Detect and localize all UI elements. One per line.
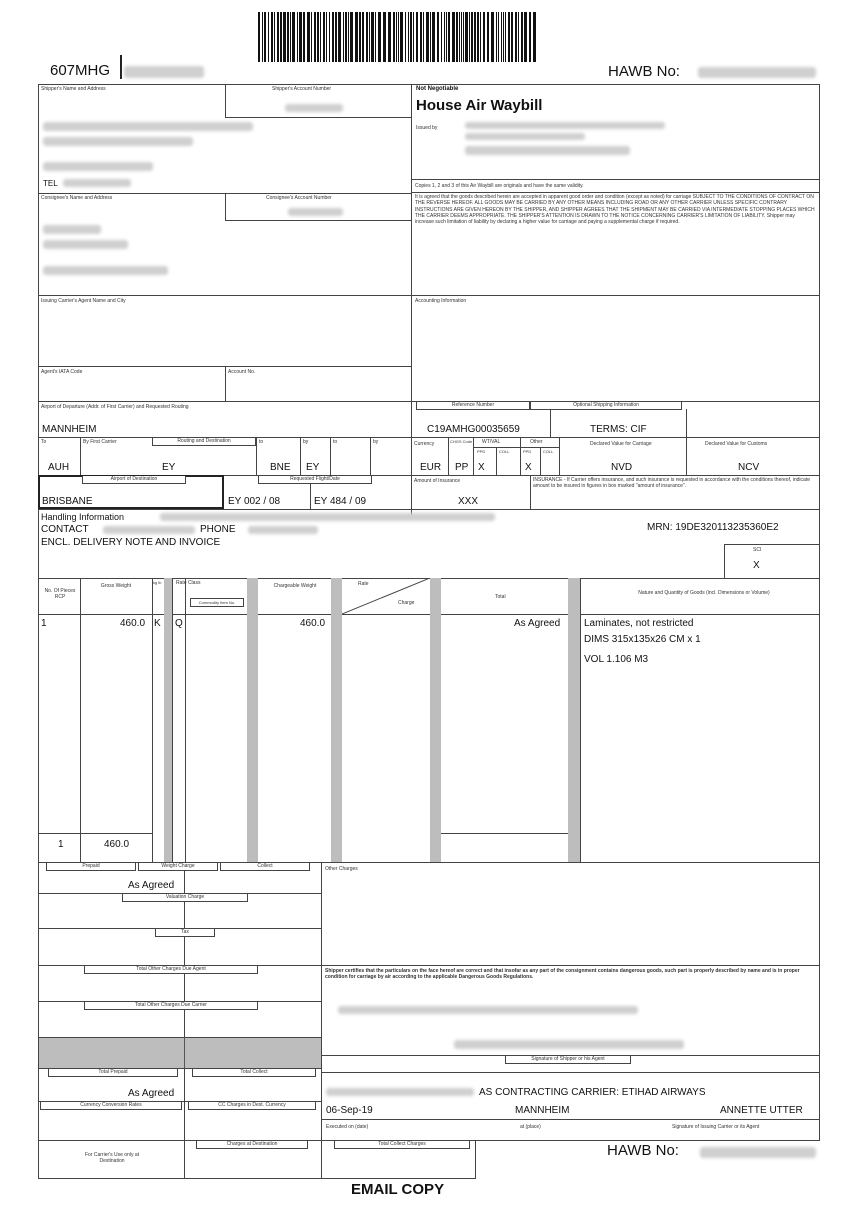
collect-label: Collect xyxy=(220,863,310,871)
hawb-label-bottom: HAWB No: xyxy=(607,1142,679,1159)
shipper-city-redacted xyxy=(43,162,153,171)
tax-label: Tax xyxy=(155,929,215,937)
nature-label: Nature and Quantity of Goods (incl. Dimensions or Volume) xyxy=(638,590,770,596)
shipper-sign-redacted xyxy=(338,1006,638,1014)
barcode-bar xyxy=(283,12,286,62)
barcode-bar xyxy=(383,12,386,62)
chgs-label: CHGS Code xyxy=(450,439,473,444)
barcode-bar xyxy=(496,12,497,62)
mrn-value: MRN: 19DE320113235360E2 xyxy=(647,522,779,533)
waybill-title: House Air Waybill xyxy=(416,97,543,114)
barcode-bar xyxy=(311,12,312,62)
barcode-bar xyxy=(469,12,470,62)
barcode xyxy=(258,12,536,62)
flight-label: Requested Flight/Date xyxy=(258,476,372,484)
other-ppd-label: PPD xyxy=(523,449,532,454)
charge-label: Charge xyxy=(398,600,415,606)
barcode-bar xyxy=(290,12,291,62)
due-agent-label: Total Other Charges Due Agent xyxy=(84,966,258,974)
barcode-bar xyxy=(369,12,370,62)
chargeable-value: 460.0 xyxy=(300,618,326,629)
destination-label: Airport of Destination xyxy=(82,476,186,484)
agent-iata-label: Agent's IATA Code xyxy=(41,369,83,375)
signature-shipper-label: Signature of Shipper or his Agent xyxy=(505,1056,631,1064)
departure-label: Airport of Departure (Addr. of First Carrier) and Requested Routing xyxy=(41,404,189,410)
declared-customs-value: NCV xyxy=(738,462,760,473)
barcode-bar xyxy=(463,12,464,62)
barcode-bar xyxy=(456,12,458,62)
barcode-bar xyxy=(317,12,319,62)
consignee-city-redacted xyxy=(43,266,168,275)
contact-label: CONTACT xyxy=(41,524,89,535)
pieces-label: No. Of Pieces RCP xyxy=(44,588,76,600)
barcode-bar xyxy=(299,12,302,62)
barcode-bar xyxy=(410,12,412,62)
shipper-phone-redacted xyxy=(63,179,131,187)
barcode-bar xyxy=(533,12,536,62)
other-charges-label: Other Charges xyxy=(325,866,358,872)
barcode-bar xyxy=(326,12,327,62)
declared-carriage-label: Declared Value for Carriage xyxy=(590,441,652,447)
executed-on-label: Executed on (date) xyxy=(326,1124,369,1130)
barcode-bar xyxy=(393,12,395,62)
reference-value: C19AMHG00035659 xyxy=(427,424,520,435)
barcode-bar xyxy=(335,12,337,62)
barcode-bar xyxy=(277,12,279,62)
barcode-bar xyxy=(375,12,376,62)
by3-label: by xyxy=(373,439,379,445)
shipper-phone-prefix: TEL xyxy=(43,179,58,188)
commodity-label: Commodity Item No. xyxy=(190,598,244,607)
barcode-bar xyxy=(345,12,347,62)
nature-line1: Laminates, not restricted xyxy=(584,618,694,629)
issuer-line3-redacted xyxy=(465,146,630,155)
contact-redacted xyxy=(103,526,195,534)
carrier2-value: EY xyxy=(306,462,320,473)
conversion-label: Currency Conversion Rates xyxy=(40,1102,182,1110)
total-collect-charges-label: Total Collect Charges xyxy=(334,1141,470,1149)
carrier1-value: EY xyxy=(162,462,176,473)
to-label: To xyxy=(41,439,47,445)
barcode-bar xyxy=(503,12,504,62)
barcode-bar xyxy=(262,12,263,62)
barcode-bar xyxy=(529,12,531,62)
handling-label: Handling Information xyxy=(41,512,125,522)
optional-shipping-label: Optional Shipping Information xyxy=(530,402,682,410)
barcode-bar xyxy=(348,12,349,62)
first-carrier-label: By First Carrier xyxy=(83,439,117,445)
barcode-bar xyxy=(515,12,517,62)
barcode-bar xyxy=(444,12,445,62)
nature-line2: DIMS 315x135x26 CM x 1 xyxy=(584,634,701,645)
shipper-label: Shipper's Name and Address xyxy=(41,86,106,92)
weight-charge-value: As Agreed xyxy=(128,880,175,891)
copies-note: Copies 1, 2 and 3 of this Air Waybill are originals and have the same validity. xyxy=(415,183,584,189)
declared-carriage-value: NVD xyxy=(611,462,633,473)
routing-destination-label: Routing and Destination xyxy=(152,438,256,446)
barcode-bar xyxy=(400,12,403,62)
consignee-label: Consignee's Name and Address xyxy=(41,195,113,201)
flight2-value: EY 484 / 09 xyxy=(314,496,367,507)
sci-value: X xyxy=(753,560,760,571)
gross-label: Gross Weight xyxy=(100,583,132,589)
due-carrier-label: Total Other Charges Due Carrier xyxy=(84,1002,258,1010)
destination-value: BRISBANE xyxy=(42,496,93,507)
currency-label: Currency xyxy=(414,441,435,447)
barcode-bar xyxy=(343,12,344,62)
barcode-bar xyxy=(320,12,321,62)
awb-serial-redacted xyxy=(124,66,204,78)
barcode-bar xyxy=(264,12,266,62)
total-prepaid-value: As Agreed xyxy=(128,1088,175,1099)
prepaid-label: Prepaid xyxy=(46,863,136,871)
valuation-label: Valuation Charge xyxy=(122,894,248,902)
barcode-bar xyxy=(350,12,353,62)
insurance-text: INSURANCE - If Carrier offers insurance, and such insurance is requested in accordance with the conditions thereof, indicate amount to be insured in figures in box marked "amount of insurance". xyxy=(533,477,810,490)
barcode-bar xyxy=(274,12,275,62)
barcode-bar xyxy=(297,12,298,62)
total-prepaid-label: Total Prepaid xyxy=(48,1069,178,1077)
consignee-account-redacted xyxy=(288,208,343,216)
sum-gross: 460.0 xyxy=(104,839,130,850)
barcode-bar xyxy=(398,12,399,62)
barcode-bar xyxy=(498,12,499,62)
barcode-bar xyxy=(338,12,341,62)
insurance-value: XXX xyxy=(458,496,479,507)
awb-number xyxy=(50,63,110,79)
pieces-value: 1 xyxy=(41,618,47,629)
barcode-bar xyxy=(483,12,485,62)
barcode-bar xyxy=(408,12,409,62)
awb-prefix: 607 xyxy=(50,62,76,79)
signature-carrier-label: Signature of Issuing Carrier or its Agent xyxy=(672,1124,760,1130)
accounting-label: Accounting Information xyxy=(415,298,467,304)
barcode-bar xyxy=(471,12,473,62)
barcode-bar xyxy=(332,12,334,62)
total-value: As Agreed xyxy=(514,618,561,629)
barcode-bar xyxy=(388,12,391,62)
barcode-bar xyxy=(459,12,460,62)
barcode-bar xyxy=(371,12,374,62)
declared-customs-label: Declared Value for Customs xyxy=(705,441,768,447)
barcode-bar xyxy=(258,12,260,62)
barcode-bar xyxy=(314,12,316,62)
barcode-bar xyxy=(477,12,479,62)
to1-value: AUH xyxy=(48,462,70,473)
barcode-bar xyxy=(465,12,468,62)
certification-text: Shipper certifies that the particulars on the face hereof are correct and that insofar as any part of the consignment contains dangerous goods, such part is properly described by name and is in proper condition for carriage by air according to the applicable Dangerous Goods Regulations. xyxy=(325,968,800,981)
rate-charge-divider xyxy=(342,578,430,614)
phone-label: PHONE xyxy=(200,524,236,535)
insurance-label: Amount of Insurance xyxy=(414,478,461,484)
departure-value: MANNHEIM xyxy=(42,424,97,435)
not-negotiable: Not Negotiable xyxy=(416,86,459,92)
barcode-bar xyxy=(359,12,361,62)
kg-value: K xyxy=(154,618,161,629)
other-label: Other xyxy=(530,439,543,445)
phone-redacted xyxy=(248,526,318,534)
weight-charge-label: Weight Charge xyxy=(138,863,218,871)
shipper-account-redacted xyxy=(285,104,343,112)
rate-class-label: Rate Class xyxy=(176,580,201,586)
by2-label: by xyxy=(303,439,309,445)
wtval-ppd-value: X xyxy=(478,462,485,473)
barcode-bar xyxy=(268,12,269,62)
barcode-bar xyxy=(474,12,476,62)
chargeable-label: Chargeable Weight xyxy=(273,583,317,589)
barcode-bar xyxy=(508,12,510,62)
to3-label: to xyxy=(333,439,338,445)
barcode-bar xyxy=(287,12,289,62)
barcode-bar xyxy=(426,12,429,62)
barcode-bar xyxy=(491,12,494,62)
rate-class-value: Q xyxy=(175,618,183,629)
barcode-bar xyxy=(271,12,273,62)
barcode-bar xyxy=(432,12,435,62)
sum-pieces: 1 xyxy=(58,839,64,850)
currency-value: EUR xyxy=(420,462,442,473)
barcode-bar xyxy=(446,12,447,62)
conditions-text: It is agreed that the goods described herein are accepted in apparent good order and condition (except as noted) for carriage SUBJECT TO THE CONDITIONS OF CONTRACT ON THE REVERSE HEREOF. ALL GOODS MAY BE CARRIED BY ANY OTHER MEANS INCLUDING ROAD OR ANY OTHER CARRIER UNLESS SPECIFIC CONTRARY INSTRUCTIONS ARE GIVEN HEREON BY THE SHIPPER, AND SHIPPER AGREES THAT THE SHIPMENT MAY BE CARRIED VIA INTERMEDIATE STOPPING PLACES WHICH THE CARRIER DEEMS APPROPRIATE. THE SHIPPER'S ATTENTION IS DRAWN TO THE NOTICE CONCERNING CARRIER'S LIMITATION OF LIABILITY. Shipper may increase such limitation of liability by declaring a higher value for carriage and paying a supplemental charge if required. xyxy=(415,194,815,226)
hawb-label-top: HAWB No: xyxy=(608,63,680,80)
barcode-bar xyxy=(303,12,305,62)
barcode-bar xyxy=(437,12,439,62)
barcode-bar xyxy=(487,12,489,62)
barcode-bar xyxy=(378,12,381,62)
barcode-bar xyxy=(405,12,406,62)
awb-code: MHG xyxy=(75,62,111,79)
barcode-bar xyxy=(396,12,397,62)
issuer-line2-redacted xyxy=(465,133,585,140)
gross-value: 460.0 xyxy=(120,618,146,629)
issuer-line1-redacted xyxy=(465,122,665,129)
issuing-agent-label: Issuing Carrier's Agent Name and City xyxy=(41,298,126,304)
barcode-bar xyxy=(448,12,450,62)
barcode-bar xyxy=(524,12,527,62)
contracting-carrier: AS CONTRACTING CARRIER: ETIHAD AIRWAYS xyxy=(479,1087,706,1098)
shipper-street-redacted xyxy=(43,137,193,146)
hawb-number-bottom-redacted xyxy=(700,1147,816,1158)
barcode-bar xyxy=(505,12,506,62)
barcode-bar xyxy=(423,12,424,62)
barcode-bar xyxy=(413,12,414,62)
barcode-bar xyxy=(452,12,455,62)
rate-label: Rate xyxy=(358,581,369,587)
agent-account-label: Account No. xyxy=(228,369,256,375)
barcode-bar xyxy=(430,12,431,62)
flight1-value: EY 002 / 08 xyxy=(228,496,281,507)
nature-line3: VOL 1.106 M3 xyxy=(584,654,649,665)
waybill-form xyxy=(38,84,819,1179)
barcode-bar xyxy=(441,12,442,62)
other-coll-label: COLL xyxy=(543,449,554,454)
reference-label: Reference Number xyxy=(416,402,530,410)
chgs-value: PP xyxy=(455,462,469,473)
total-collect-label: Total Collect xyxy=(192,1069,316,1077)
barcode-bar xyxy=(461,12,462,62)
barcode-bar xyxy=(329,12,330,62)
carrier-agent-redacted xyxy=(326,1088,474,1096)
barcode-bar xyxy=(518,12,519,62)
barcode-bar xyxy=(511,12,513,62)
wtval-ppd-label: PPD xyxy=(477,449,486,454)
terms-value: TERMS: CIF xyxy=(590,424,647,435)
consignee-street-redacted xyxy=(43,240,128,249)
sci-label: SCI xyxy=(753,547,762,553)
charges-dest-label: Charges at Destination xyxy=(196,1141,308,1149)
email-copy: EMAIL COPY xyxy=(351,1181,445,1198)
barcode-bar xyxy=(323,12,325,62)
total-label: Total xyxy=(495,594,506,600)
shipper-account-label: Shipper's Account Number xyxy=(272,86,332,92)
barcode-bar xyxy=(416,12,418,62)
cc-charges-label: CC Charges in Dest. Currency xyxy=(188,1102,316,1110)
barcode-bar xyxy=(307,12,310,62)
handling-ref-redacted xyxy=(160,513,495,521)
carrier-use-label: For Carrier's Use only at Destination xyxy=(84,1152,140,1164)
barcode-bar xyxy=(501,12,502,62)
barcode-bar xyxy=(355,12,358,62)
hawb-number-redacted xyxy=(698,67,816,78)
shipper-signer-redacted xyxy=(454,1040,684,1049)
handling-line2: ENCL. DELIVERY NOTE AND INVOICE xyxy=(41,537,221,548)
barcode-bar xyxy=(292,12,295,62)
barcode-bar xyxy=(362,12,364,62)
wtval-coll-label: COLL xyxy=(499,449,510,454)
consignee-account-label: Consignee's Account Number xyxy=(266,195,332,201)
signer-value: ANNETTE UTTER xyxy=(720,1105,803,1116)
at-place-label: at (place) xyxy=(520,1124,541,1130)
barcode-bar xyxy=(366,12,368,62)
barcode-bar xyxy=(480,12,481,62)
barcode-bar xyxy=(521,12,523,62)
date-value: 06-Sep-19 xyxy=(326,1105,373,1116)
barcode-bar xyxy=(420,12,422,62)
to2-label: to xyxy=(259,439,264,445)
place-value: MANNHEIM xyxy=(515,1105,570,1116)
consignee-name-redacted xyxy=(43,225,101,234)
wtval-label: WT/VAL xyxy=(482,439,501,445)
shipper-name-redacted xyxy=(43,122,253,131)
barcode-bar xyxy=(280,12,282,62)
kg-label: kg lb xyxy=(153,580,162,585)
other-coll-value: X xyxy=(525,462,532,473)
to2-value: BNE xyxy=(270,462,291,473)
issued-by-label: Issued by xyxy=(416,125,438,131)
